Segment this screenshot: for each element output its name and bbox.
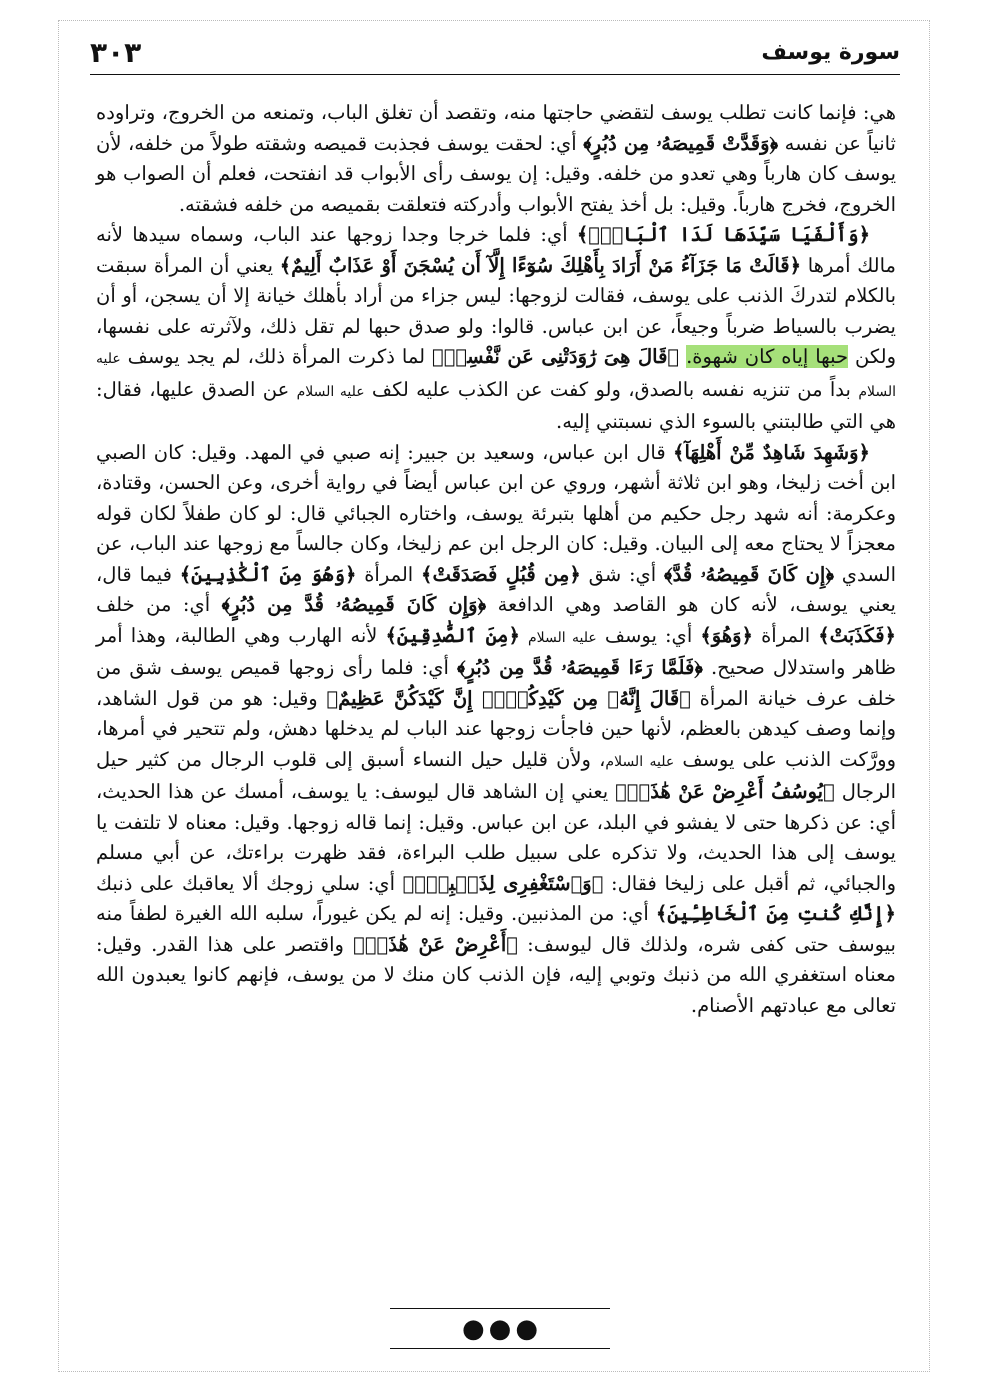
page-header <box>90 34 900 75</box>
body-text <box>96 98 896 1021</box>
text-segment: أي: يوسف <box>596 623 701 647</box>
text-segment: أي: سلي زوجك ألا يعاقبك على ذنبك <box>96 871 403 895</box>
quran-verse: ﴿وَقَدَّتْ قَمِيصَهُۥ مِن دُبُرٍ﴾ <box>583 131 779 155</box>
honorific-symbol: عليه السلام <box>605 753 675 770</box>
section-end-ornament: ●●● <box>461 1314 543 1344</box>
text-segment: ، ولأن قليل حيل النساء أسبق إلى قلوب الرجال من كثير حيل الرجال <box>96 747 896 803</box>
text-segment: فيما قال، يعني يوسف، لأنه كان هو القاصد وهي الدافعة <box>96 562 896 616</box>
quran-verse: ﴿إِنَّكِ كُنتِ مِنَ ٱلْخَاطِـِٔينَ﴾ <box>655 902 896 925</box>
quran-verse: ﴿وَإِن كَانَ قَمِيصُهُۥ قُدَّ مِن دُبُرٍ﴾ <box>221 593 487 616</box>
quran-verse: ﴿فَلَمَّا رَءَا قَمِيصَهُۥ قُدَّ مِن دُبُرٍ﴾ <box>456 656 703 679</box>
footer-rule-bottom <box>390 1348 610 1349</box>
text-segment: أي: من خلف <box>96 593 222 616</box>
highlighted-text: حبها إياه كان شهوة. <box>686 345 849 368</box>
paragraph <box>96 220 896 438</box>
quran-verse: ﴿وَهُوَ﴾ <box>700 623 753 647</box>
quran-verse: ﴿وَشَهِدَ شَاهِدٌ مِّنْ أَهْلِهَآ﴾ <box>673 440 870 464</box>
text-segment: قال ابن عباس، وسعيد بن جبير: إنه صبي في المهد. وقيل: كان الصبي ابن أخت زليخا، وهو ابن ثلاثة أشهر، وروي عن ابن عباس أيضاً في رواية أخرى، وعن الحسن، وقتادة، وعكرمة: أنه شهد رجل حكيم من أهلها بتبرئة يوسف، واختاره الجبائي قال: لو كان طفلاً لكان قوله معجزاً لا يحتاج معه إلى البيان. وقيل: كان الرجل ابن عم زليخا، وكان جالساً مع زوجها عند الباب، عن السدي <box>96 440 897 586</box>
text-segment: المرأة <box>752 623 819 647</box>
quran-verse: ﴿وَأَلْفَيَا سَيِّدَهَا لَدَا ٱلْبَابِۚ﴾ <box>576 223 870 246</box>
text-segment: أي: من المذنبين. وقيل: إنه لم يكن غيوراً، سلبه الله الغيرة لطفاً منه بيوسف حتى كفى شره، ولذلك قال ليوسف: <box>96 902 896 956</box>
footer-rule-top <box>390 1308 610 1309</box>
quran-verse: ﴿فَكَذَبَتْ﴾ <box>818 623 896 647</box>
text-segment: لأنه الهارب وهي الطالبة، وهذا أمر ظاهر واستدلال صحيح. <box>96 623 896 679</box>
text-segment <box>520 624 528 647</box>
surah-title: سورة يوسف <box>761 40 900 65</box>
text-segment: أي: فلما خرجا وجدا زوجها عند الباب، وسماه سيدها لأنه مالك أمرها <box>96 223 896 277</box>
quran-verse: ﴿قَالَ إِنَّهُۥ مِن كَيْدِكُنَّۖ إِنَّ كَيْدَكُنَّ عَظِيمٌ﴾ <box>326 686 691 710</box>
quran-verse: ﴿أَعْرِضْ عَنْ هَٰذَاۚ﴾ <box>353 932 518 956</box>
quran-verse: ﴿وَٱسْتَغْفِرِى لِذَنۢبِكِۖ﴾ <box>402 871 604 895</box>
text-segment: المرأة <box>356 562 422 586</box>
quran-verse: ﴿مِنَ ٱلصَّٰدِقِينَ﴾ <box>385 623 520 647</box>
text-segment: أي: لحقت يوسف فجذبت قميصه وشقته طولاً من خلفه، لأن يوسف كان هارباً وهي تعدو من خلفه. وقيل: إن يوسف رأى الأبواب قد انفتحت، فعلم أن الصواب هو الخروج، فخرج هارباً. وقيل: بل أخذ يفتح الأبواب وأدركته فتعلقت بقميصه من خلفه فشقته. <box>96 131 896 216</box>
quran-verse: ﴿وَهُوَ مِنَ ٱلْكَٰذِبِينَ﴾ <box>179 562 357 586</box>
honorific-symbol: عليه السلام <box>528 629 597 646</box>
text-segment: بداً من تنزيه نفسه بالصدق، ولو كفت عن الكذب عليه لكف <box>364 377 859 401</box>
quran-verse: ﴿إِن كَانَ قَمِيصُهُۥ قُدَّ﴾ <box>664 562 834 586</box>
quran-verse: ﴿يُوسُفُ أَعْرِضْ عَنْ هَٰذَاۚ﴾ <box>615 780 835 803</box>
quran-verse: ﴿مِن قُبُلٍ فَصَدَقَتْ﴾ <box>421 562 581 586</box>
paragraph <box>96 438 896 1022</box>
text-segment: واقتصر على هذا القدر. وقيل: معناه استغفري الله من ذنبك وتوبي إليه، فإن الذنب كان منك لا من يوسف، فإنهم كانوا يعبدون الله تعالى مع عبادتهم الأصنام. <box>96 932 896 1017</box>
text-segment: لما ذكرت المرأة ذلك، لم يجد يوسف <box>120 345 432 368</box>
text-segment: وقيل: هو من قول الشاهد، وإنما وصف كيدهن بالعظم، لأنها حين فاجأت زوجها عند الباب لم يدخلها دهش، ولم تتحير في أمرها، وورَّكت الذنب على يوسف <box>96 686 896 771</box>
honorific-symbol: عليه السلام <box>296 383 365 400</box>
text-segment: يعني إن الشاهد قال ليوسف: يا يوسف، أمسك عن هذا الحديث، أي: عن ذكرها حتى لا يفشو في البلد، عن ابن عباس. وقيل: إنما قاله زوجها. وقيل: معناه لا تلتفت يا يوسف إلى هذا الحديث، ولا تذكره على سبيل طلب البراءة، فقد ظهرت براءتك، عن أبي مسلم والجبائي، ثم أقبل على زليخا فقال: <box>96 780 896 895</box>
text-segment: أي: شق <box>580 562 665 586</box>
quran-verse: ﴿قَالَ هِىَ رَٰوَدَتْنِى عَن نَّفْسِىۚ﴾ <box>432 345 680 368</box>
honorific-symbol: عليه السلام <box>96 351 896 400</box>
paragraph <box>96 98 896 220</box>
quran-verse: ﴿قَالَتْ مَا جَزَآءُ مَنْ أَرَادَ بِأَهْلِكَ سُوٓءًا إِلَّآ أَن يُسْجَنَ أَوْ عَذَابٌ أَلِيمٌ﴾ <box>279 253 802 277</box>
text-segment: يعني أن المرأة سبقت بالكلام لتدركَ الذنب على يوسف، فقالت لزوجها: ليس جزاء من أراد بأهلك خيانة إلا أن يسجن، أو أن يضرب بالسياط ضرباً وجيعاً، عن ابن عباس. قالوا: ولو صدق حبها لم تقل ذلك، ولآثرته على نفسها، ولكن <box>96 253 896 368</box>
text-segment: أي: فلما رأى زوجها قميص يوسف شق من خلف عرف خيانة المرأة <box>96 656 897 710</box>
text-segment: هي: فإنما كانت تطلب يوسف لتقضي حاجتها منه، وتقصد أن تغلق الباب، وتمنعه من الخروج، وتراوده ثانياً عن نفسه <box>96 101 896 155</box>
text-segment: عن الصدق عليها، فقال: هي التي طالبتني بالسوء الذي نسبتني إليه. <box>96 377 896 433</box>
page-number: ٣٠٣ <box>90 36 142 69</box>
